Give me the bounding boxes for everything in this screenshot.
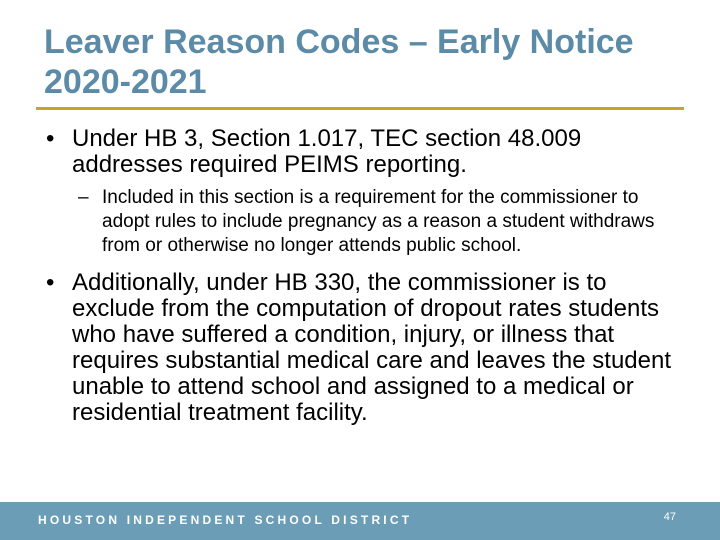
bullet-dot: • <box>46 269 55 296</box>
footer-organization: HOUSTON INDEPENDENT SCHOOL DISTRICT <box>38 513 413 527</box>
sub-bullet-text: Included in this section is a requirement for the commissioner to adopt rules to include pregnancy as a reason a student withdraws from or otherwise no longer attends public school. <box>102 187 655 256</box>
slide-body <box>46 126 686 426</box>
sub-bullet-dash: – <box>78 187 89 208</box>
bullet-dot: • <box>46 125 55 152</box>
sub-bullet-pregnancy <box>78 186 686 258</box>
footer-bar <box>0 502 720 540</box>
bullet-hb330 <box>46 270 686 426</box>
bullet-text: Additionally, under HB 330, the commissioner is to exclude from the computation of dropout rates students who have suffered a condition, injury, or illness that requires substantial medical care and leaves the student unable to attend school and assigned to a medical or residential treatment facility. <box>72 269 672 426</box>
bullet-hb3 <box>46 126 686 178</box>
slide-title: Leaver Reason Codes – Early Notice 2020-2021 <box>44 23 634 101</box>
title-divider <box>36 107 684 110</box>
page-number: 47 <box>663 511 676 523</box>
bullet-text: Under HB 3, Section 1.017, TEC section 48.009 addresses required PEIMS reporting. <box>72 125 582 178</box>
